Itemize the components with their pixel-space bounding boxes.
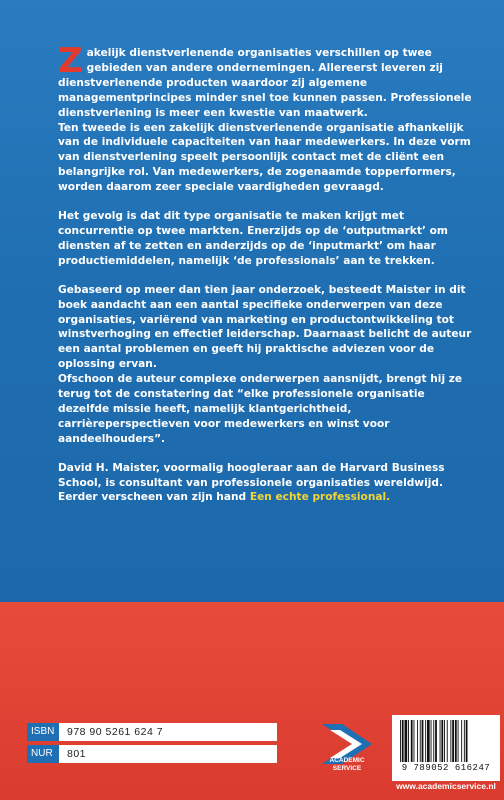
isbn-value: 978 90 5261 624 7 bbox=[59, 723, 277, 741]
isbn-nur-block bbox=[27, 723, 277, 767]
paragraph-4 bbox=[58, 461, 476, 506]
isbn-label: ISBN bbox=[27, 723, 59, 741]
paragraph-3b: Ofschoon de auteur complexe onderwerpen aansnijdt, brengt hij ze terug tot de constatering dat “elke professionele organisatie dezelfde missie heeft, namelijk klantgerichtheid, carrièreperspectieven voor medewerkers en winst voor aandeelhouders”. bbox=[58, 373, 463, 445]
isbn-row bbox=[27, 723, 277, 741]
nur-label: NUR bbox=[27, 745, 59, 763]
nur-value: 801 bbox=[59, 745, 277, 763]
paragraph-1a bbox=[58, 41, 476, 121]
paragraph-3a: Gebaseerd op meer dan tien jaar onderzoek, besteedt Maister in dit boek aandacht aan een aantal specifieke onderwerpen van deze organisaties, variërend van marketing en productontwikkeling tot winstverhoging en effectief leiderschap. Daarnaast belicht de auteur een aantal problemen en geeft hij praktische adviezen voor de oplossing ervan. bbox=[58, 283, 472, 371]
barcode-icon bbox=[398, 720, 494, 762]
paragraph-2: Het gevolg is dat dit type organisatie te maken krijgt met concurrentie op twee markten. Enerzijds op de ‘outputmarkt’ om diensten af te zetten en anderzijds op de ‘inputmarkt’ om haar productiemiddelen, namelijk ‘de professionals’ aan te trekken. bbox=[58, 210, 448, 267]
author-bio-text: David H. Maister, voormalig hoogleraar aan de Harvard Business School, is consultant van professionele organisaties wereldwijd. Eerder verscheen van zijn hand bbox=[58, 461, 445, 504]
drop-cap-letter: Z bbox=[58, 41, 83, 81]
paragraph-1b: Ten tweede is een zakelijk dienstverlenende organisatie afhankelijk van de individuele capaciteiten van haar medewerkers. In deze vorm van dienstverlening speelt persoonlijk contact met de cliënt een belangrijke rol. Van medewerkers, de zogenaamde topperformers, worden daarom zeer speciale vaardigheden gevraagd. bbox=[58, 121, 471, 194]
logo-line-2: SERVICE bbox=[332, 765, 362, 772]
publisher-logo-text bbox=[318, 757, 376, 773]
back-cover-blurb bbox=[58, 41, 476, 505]
paragraph-1a-text: akelijk dienstverlenende organisaties verschillen op twee gebieden van andere ondernemingen. Allereerst leveren zij dienstverlenende producten waardoor zij algemene managementprincipes minder snel toe kunnen passen. Professionele dienstverlening is meer een kwestie van maatwerk. bbox=[58, 47, 472, 119]
barcode-box bbox=[392, 715, 500, 781]
previous-book-title: Een echte professional. bbox=[249, 491, 391, 504]
barcode-digits: 9 789052 616247 bbox=[401, 763, 491, 773]
publisher-url: www.academicservice.nl bbox=[396, 781, 496, 791]
nur-row bbox=[27, 745, 277, 763]
logo-line-1: ACADEMIC bbox=[329, 757, 365, 764]
